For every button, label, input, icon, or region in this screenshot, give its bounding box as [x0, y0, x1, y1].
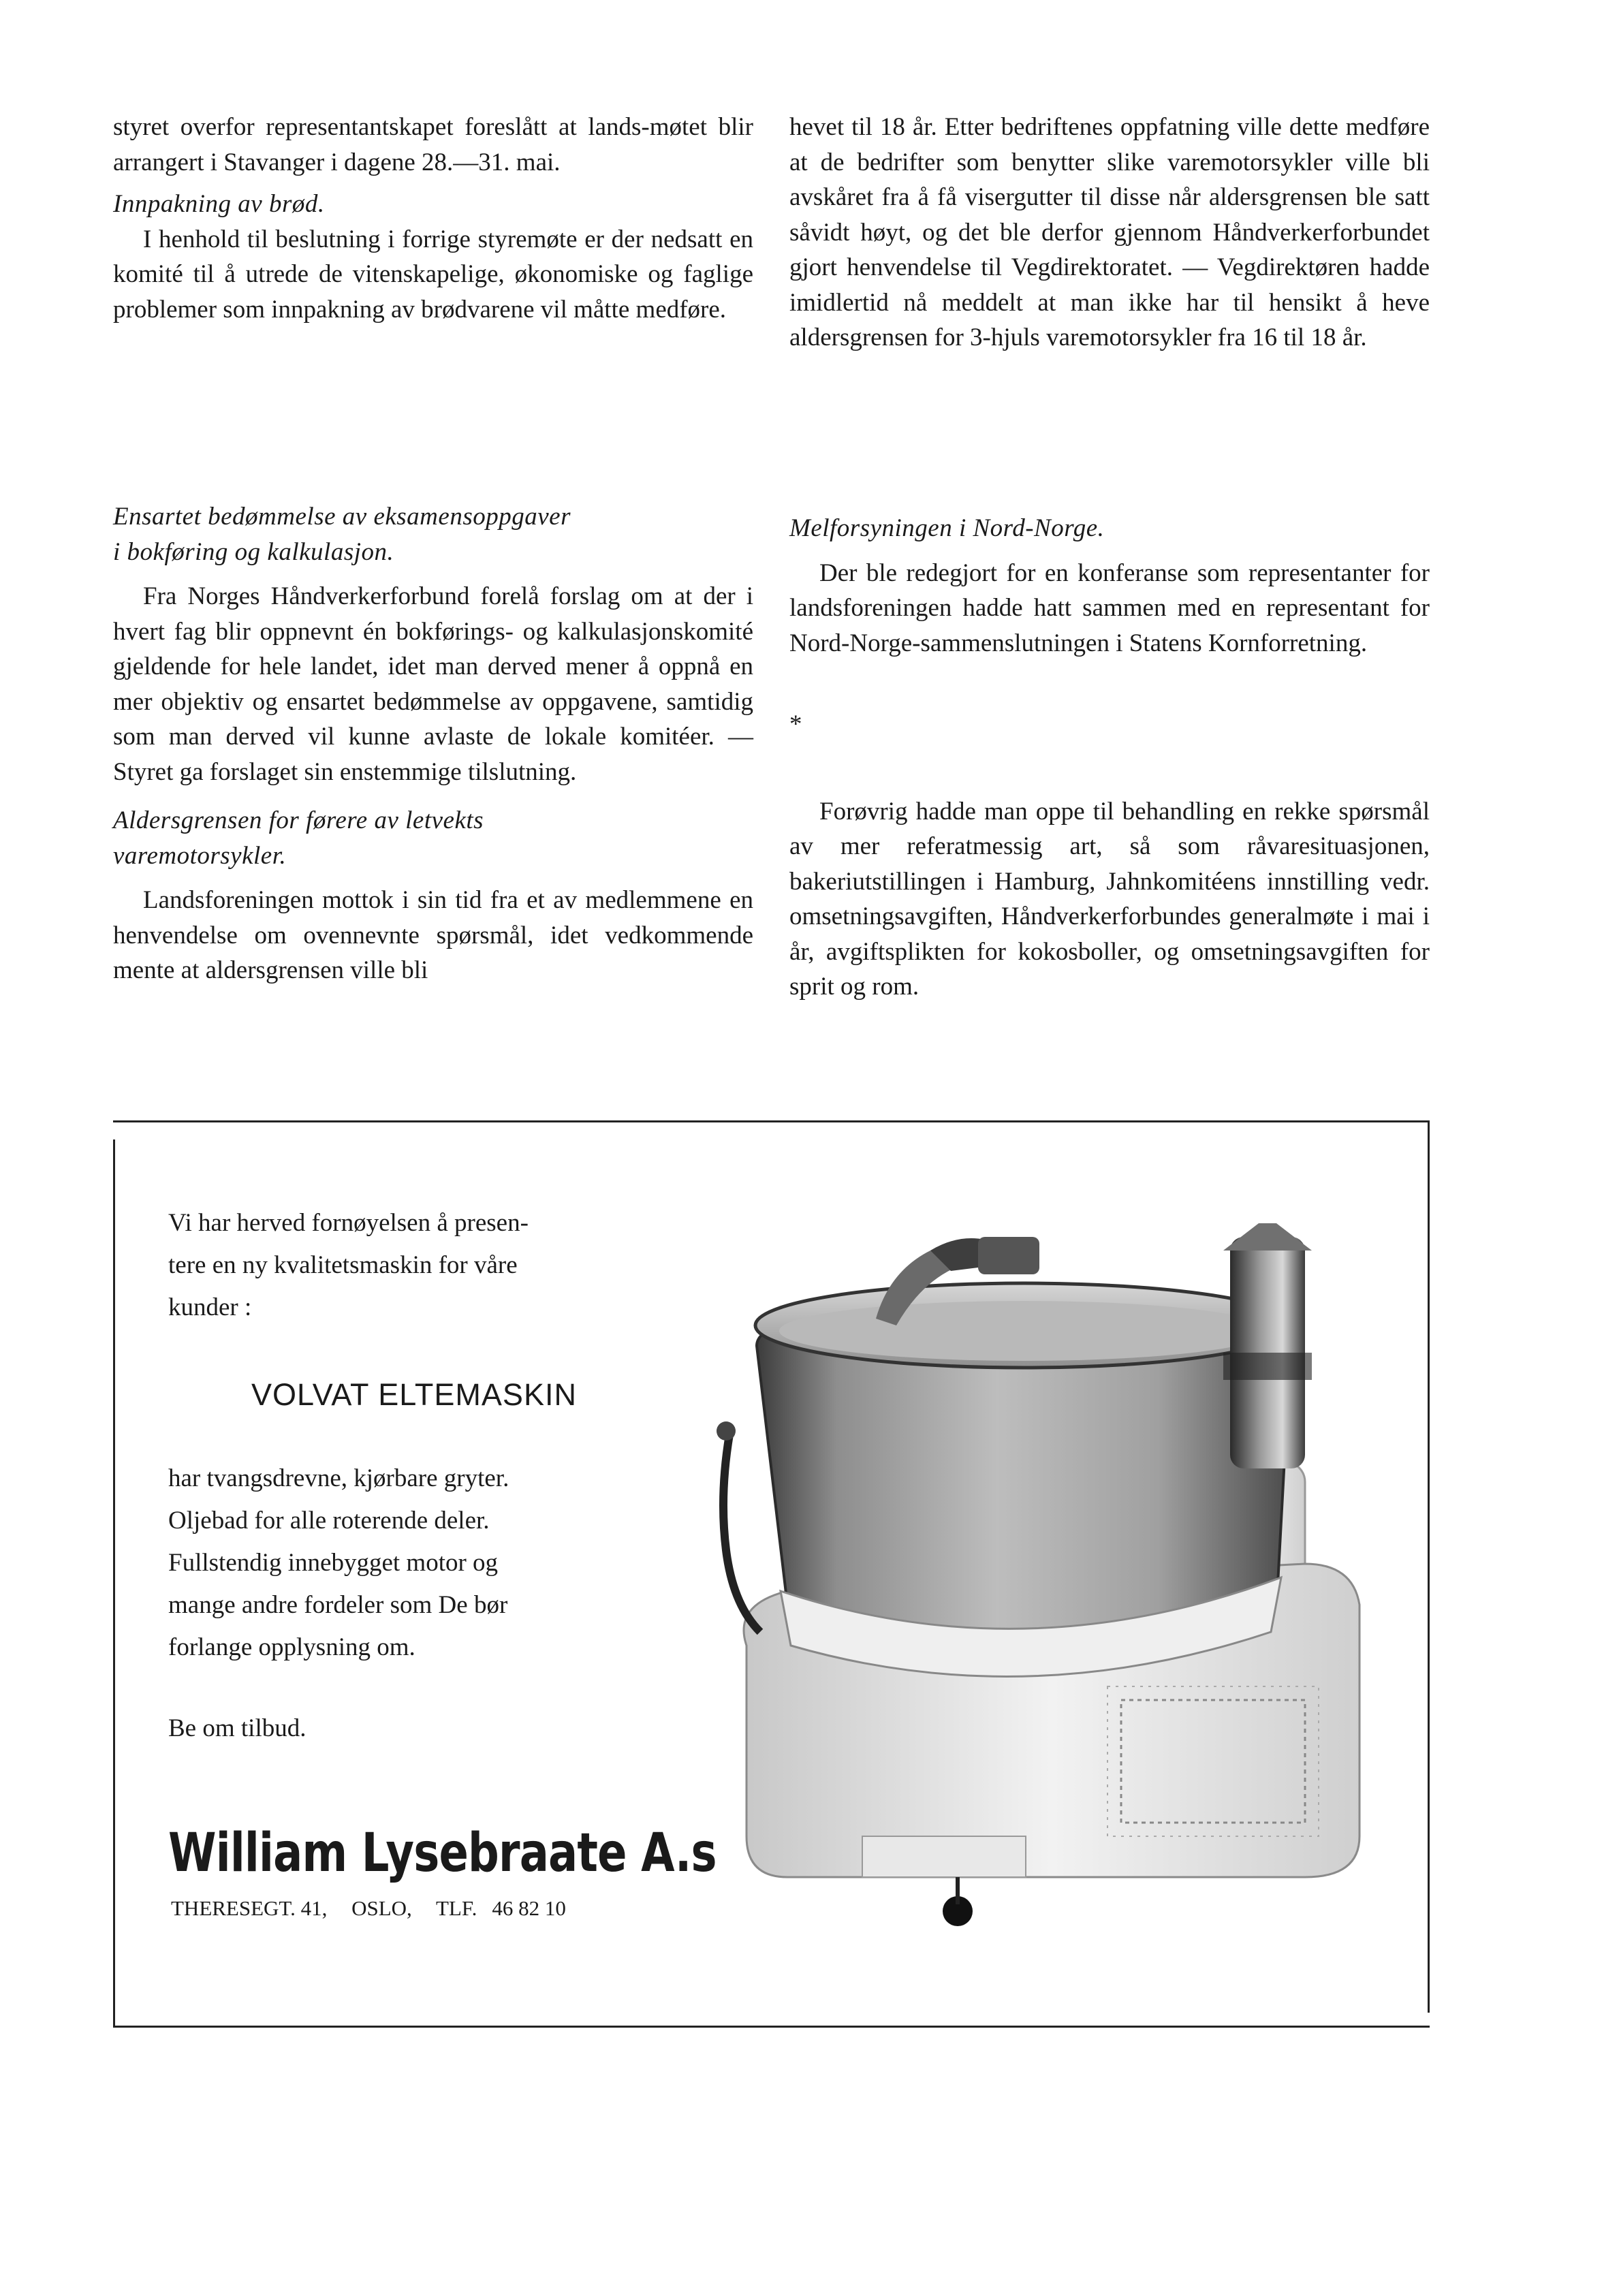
section-heading: Ensartet bedømmelse av eksamensoppgaver — [113, 503, 571, 531]
section-heading: varemotorsykler. — [113, 841, 287, 870]
company-address: THERESEGT. 41, OSLO, TLF. 46 82 10 — [171, 1896, 566, 1920]
paragraph: hevet til 18 år. Etter bedriftenes oppfatning ville dette medføre at de bedrifter som benytter slike varemotorsykler ville bli avskåret fra å få visergutter til disse når aldersgrensen ble satt såvidt høyt, og det ble derfor gjennom Håndverkerforbundet gjort henvendelse til Vegdirektoratet. — Vegdirektøren hadde imidlertid nå meddelt at man ikke har til hensikt å heve aldersgrensen for 3-hjuls varemotorsykler fra 16 til 18 år. — [789, 113, 1430, 351]
paragraph: Fra Norges Håndverkerforbund forelå forslag om at der i hvert fag blir oppnevnt én bokførings- og kalkulasjonskomité gjeldende for hele landet, idet man derved mener å oppnå en mer objektiv og ensartet bedømmelse av oppgavene, samtidig som man derved vil kunne avlaste de lokale komitéer. — Styret ga forslaget sin enstemmige tilslutning. — [113, 582, 753, 786]
paragraph: Forøvrig hadde man oppe til behandling en rekke spørsmål av mer referatmessig art, så som råvaresituasjonen, bakeriutstillingen i Hamburg, Jahnkomitéens innstilling vedr. omsetningsavgiften, Håndverkerforbundes generalmøte i mai i år, avgiftsplikten for kokosboller, og omsetningsavgiften for sprit og rom. — [789, 797, 1430, 1001]
mixer-photo — [706, 1223, 1407, 1938]
right-column — [789, 110, 1430, 356]
paragraph: Landsforeningen mottok i sin tid fra et av medlemmene en henvendelse om ovennevnte spørsmål, idet vedkommende mente at aldersgrensen ville bli — [113, 886, 753, 984]
right-column-lower — [789, 511, 1430, 1005]
section-heading: Innpakning av brød. — [113, 190, 325, 218]
section-heading: Aldersgrensen for førere av letvekts — [113, 806, 484, 834]
ad-intro: Vi har herved fornøyelsen å presen- tere en ny kvalitetsmaskin for våre kunder : — [168, 1209, 529, 1321]
paragraph: styret overfor representantskapet foreslått at lands-møtet blir arrangert i Stavanger i dagene 28.—31. mai. — [113, 113, 753, 176]
ad-offer: Be om tilbud. — [168, 1714, 306, 1742]
ad-features: har tvangsdrevne, kjørbare gryter. Oljebad for alle roterende deler. Fullstendig innebygget motor og mange andre fordeler som De bør forlange opplysning om. — [168, 1464, 509, 1661]
section-heading: i bokføring og kalkulasjon. — [113, 537, 394, 566]
product-title: VOLVAT ELTEMASKIN — [251, 1377, 577, 1412]
paragraph: I henhold til beslutning i forrige styremøte er der nedsatt en komité til å utrede de vitenskapelige, økonomiske og faglige problemer som innpakning av brødvarene vil måtte medføre. — [113, 225, 753, 324]
section-heading: Melforsyningen i Nord-Norge. — [789, 514, 1105, 542]
paragraph: Der ble redegjort for en konferanse som representanter for landsforeningen hadde hatt sammen med en representant for Nord-Norge-sammenslutningen i Statens Kornforretning. — [789, 559, 1430, 657]
company-name: William Lysebraate A.s — [168, 1823, 717, 1884]
side-lever — [723, 1434, 760, 1632]
left-column — [113, 110, 753, 327]
section-separator: * — [789, 710, 802, 738]
left-column-lower — [113, 499, 753, 988]
